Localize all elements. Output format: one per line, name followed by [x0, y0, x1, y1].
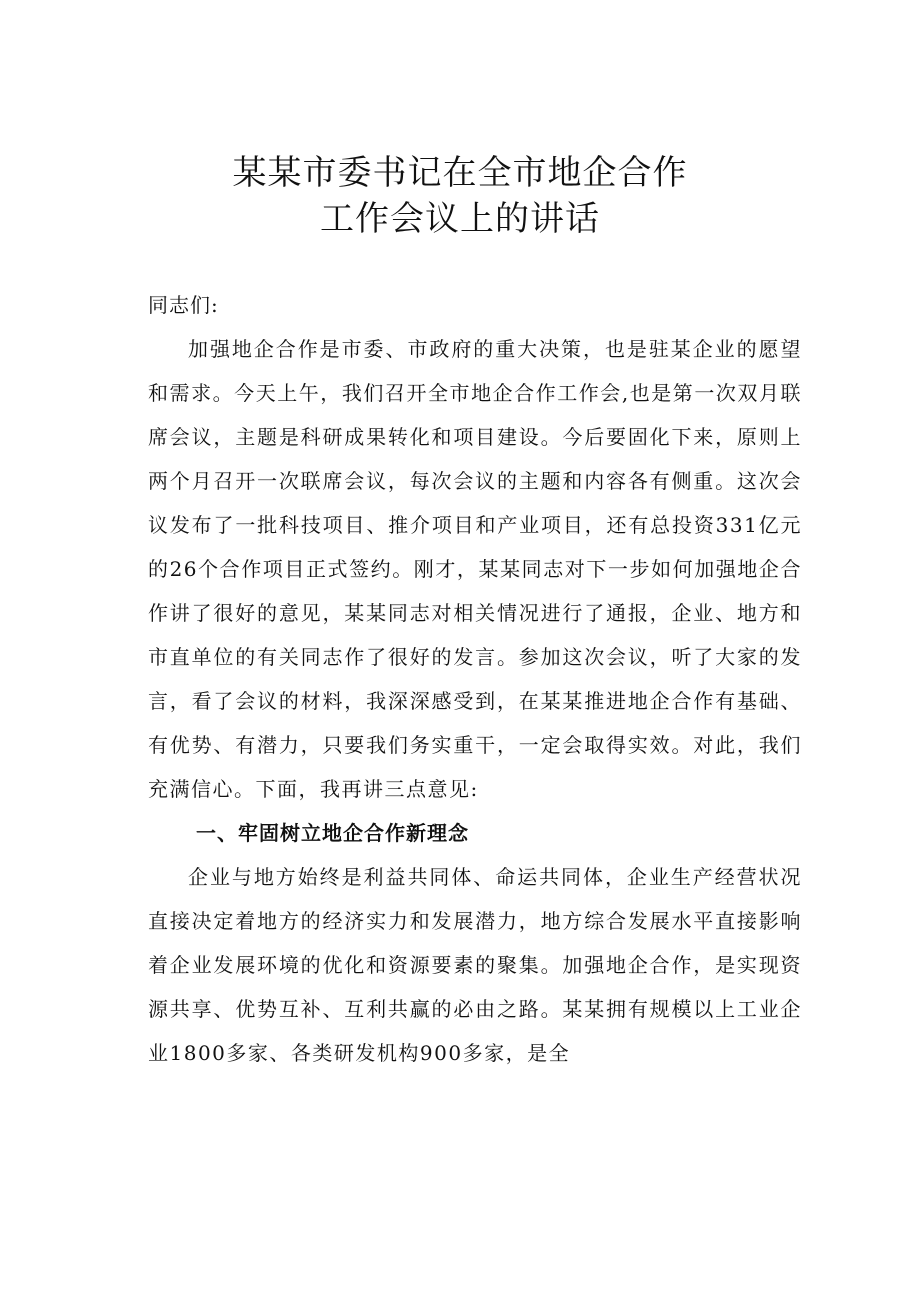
title-line-1: 某某市委书记在全市地企合作: [232, 153, 688, 193]
document-body: [148, 283, 802, 1075]
document-title: [0, 150, 920, 242]
section-heading-1: 一、牢固树立地企合作新理念: [196, 821, 469, 845]
paragraph-intro: 加强地企合作是市委、市政府的重大决策，也是驻某企业的愿望和需求。今天上午，我们召开全市地企合作工作会,也是第一次双月联席会议，主题是科研成果转化和项目建设。今后要固化下来，原则上两个月召开一次联席会议，每次会议的主题和内容各有侧重。这次会议发布了一批科技项目、推介项目和产业项目，还有总投资331亿元的26个合作项目正式签约。刚才，某某同志对下一步如何加强地企合作讲了很好的意见，某某同志对相关情况进行了通报，企业、地方和市直单位的有关同志作了很好的发言。参加这次会议，听了大家的发言，看了会议的材料，我深深感受到，在某某推进地企合作有基础、有优势、有潜力，只要我们务实重干，一定会取得实效。对此，我们充满信心。下面，我再讲三点意见:: [148, 337, 802, 801]
salutation: 同志们:: [148, 293, 219, 317]
title-line-2: 工作会议上的讲话: [320, 199, 600, 239]
paragraph-section-1: 企业与地方始终是利益共同体、命运共同体，企业生产经营状况直接决定着地方的经济实力和发展潜力，地方综合发展水平直接影响着企业发展环境的优化和资源要素的聚集。加强地企合作，是实现资源共享、优势互补、互利共赢的必由之路。某某拥有规模以上工业企业1800多家、各类研发机构900多家，是全: [148, 865, 802, 1065]
